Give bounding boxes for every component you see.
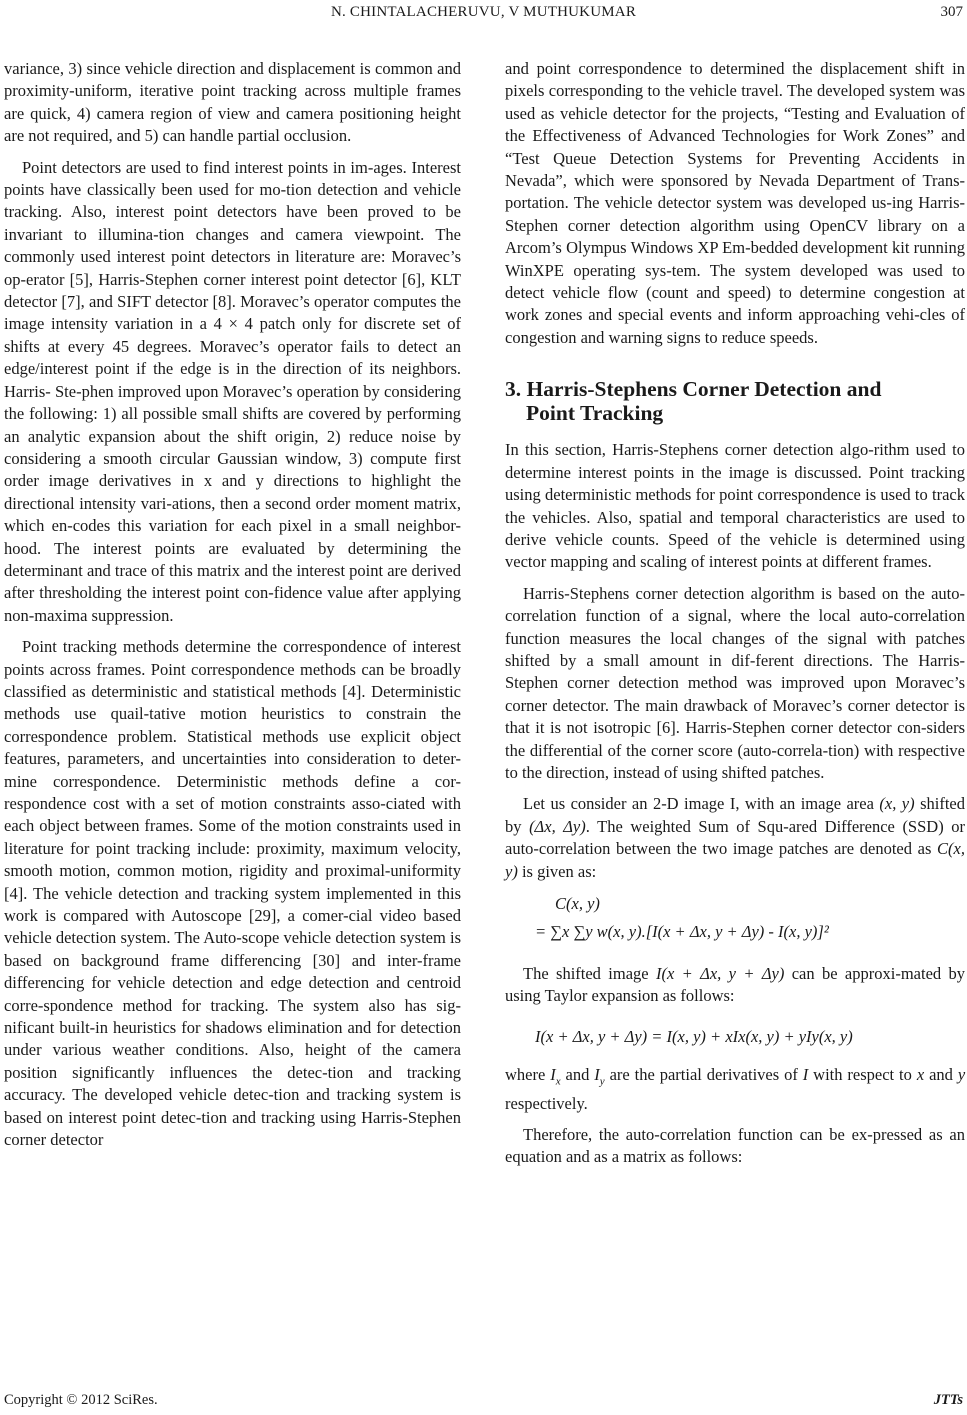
inline-math: I(x + Δx, y + Δy)	[655, 964, 785, 983]
paragraph: In this section, Harris-Stephens corner detection algo-rithm used to determine interest points in the image is discussed. Point tracking using deterministic methods for point correspondence is used to track the vehicles. Also, spatial and temporal characteristics are used to derive vehicle counts. Speed of the vehicle is determined using vector mapping and scaling of interest points at different frames.	[505, 440, 965, 572]
inline-math: (Δx, Δy)	[529, 816, 586, 836]
section-heading-line2: Point Tracking	[526, 401, 664, 426]
equation-taylor	[505, 1016, 965, 1056]
inline-math: C(x, y)	[505, 839, 965, 881]
inline-math: (x, y)	[879, 794, 915, 814]
journal-abbrev: JTTs	[933, 1392, 963, 1408]
paragraph: where $I_x$ and $I_y$ are the partial derivatives of I with respect to x and y respectively.	[505, 1064, 966, 1113]
equation-line: I(x + Δx, y + Δy) = I(x, y) + xIx(x, y) + yIy(x, y)	[535, 1026, 853, 1046]
page-footer	[0, 1392, 967, 1410]
paragraph: Point tracking methods determine the correspondence of interest points across frames. Point correspondence methods can be broadly classified as deterministic and statistical methods [4]. Deterministic methods use quail-tative motion heuristics to constrain the correspondence problem. Statistical methods use explicit object features, parameters, and uncertainties into consideration to deter-mine correspondence. Deterministic methods define a cor-respondence cost with a set of motion constraints asso-ciated with each object between frames. Some of the motion constraints used in literature for point tracking include: proximity, maximum velocity, smooth motion, common motion, rigidity and proximal-uniformity [4]. The vehicle detection and tracking system implemented in this work is compared with Autoscope [29], a comer-cial video based vehicle detection system. The Auto-scope vehicle detection system is based on background frame differencing [30] and inter-frame differencing for vehicle detection and edge detection and centroid corre-spondence method for tracking. The system also has sig-nificant built-in heuristics for shadows elimination and for detection under various weather conditions. Also, height of the camera position significantly influences the detec-tion and tracking accuracy. The developed vehicle detec-tion and tracking system is based on interest point detec-tion and tracking using Harris-Stephen corner detector	[4, 637, 461, 1150]
paragraph: Therefore, the auto-correlation function can be ex-pressed as an equation and as a matrix as follows:	[505, 1124, 965, 1167]
paragraph: and point correspondence to determined the displacement shift in pixels corresponding to the vehicle travel. The developed system was used as vehicle detector for the projects, “Testing and Evaluation of the Effectiveness of Advanced Technologies for Work Zones” and “Test Queue Detection Systems for Preventing Accidents in Nevada”, which were sponsored by Nevada Department of Trans-portation. The vehicle detector system was developed us-ing Harris-Stephen corner detection algorithm using OpenCV library on a Arcom’s Olympus Windows XP Em-bedded development kit running WinXPE operating sys-tem. The system developed was used to detect vehicle flow (count and speed) to determine congestion at work zones and special events and inform approaching vehi-cles of congestion and warning signs to reduce speeds.	[505, 59, 965, 347]
page-header	[0, 4, 967, 24]
section-heading	[505, 377, 965, 425]
paragraph: Point detectors are used to find interest points in im-ages. Interest points have classically been used for mo-tion detection and vehicle tracking. Also, interest point detectors have been proved to be invariant to illumina-tion changes and camera viewpoint. The commonly used interest point detectors in literature are: Moravec’s op-erator [5], Harris-Stephen corner interest point detector [6], KLT detector [7], and SIFT detector [8]. Moravec’s operator computes the image intensity variation in a 4 × 4 patch only for discrete set of shifts at every 45 degrees. Moravec’s operator fails to detect an edge/interest point if the edge is in the direction of its neighbors. Harris- Ste-phen improved upon Moravec’s operation by considering the following: 1) all possible small shifts are covered by performing an analytic expansion about the shift origin, 2) reduce noise by considering a smooth circular Gaussian window, 3) compute first order image derivatives in x and y directions to highlight the directional intensity vari-ations, then a second order moment matrix, which en-codes this variation for each pixel in a small neighbor-hood. The interest points are evaluated by determining the determinant and trace of this matrix and the interest point are derived after thresholding the interest point con-fidence value after applying non-maxima suppression.	[4, 157, 461, 625]
copyright-notice: Copyright © 2012 SciRes.	[4, 1392, 158, 1408]
equation-line: C(x, y)	[555, 894, 600, 913]
left-column	[4, 58, 461, 1152]
equation-ssd	[505, 893, 965, 955]
running-head: N. CHINTALACHERUVU, V MUTHUKUMAR	[330, 4, 637, 20]
section-heading-line1: 3. Harris-Stephens Corner Detection and	[505, 377, 882, 402]
equation-line: = ∑x ∑y w(x, y).[I(x + Δx, y + Δy) - I(x, y)]²	[535, 922, 829, 941]
paragraph: Harris-Stephens corner detection algorithm is based on the auto-correlation function of a signal, where the local auto-correlation function measures the local changes of the signal with patches shifted by a small amount in dif-ferent directions. The Harris-Stephen corner detection method was improved upon Moravec’s corner detector. The main drawback of Moravec’s corner detector is that it is not isotropic [6]. Harris-Stephen corner detector con-siders the differential of the corner score (auto-correla-tion) with respective to the direction, instead of using shifted patches.	[505, 583, 965, 782]
right-column	[505, 58, 965, 1169]
paragraph: variance, 3) since vehicle direction and displacement is common and proximity-uniform, iterative point tracking across multiple frames are quick, 4) camera region of view and camera positioning height are not required, and 5) can handle partial occlusion.	[4, 59, 461, 146]
paragraph: The shifted image I(x + Δx, y + Δy) can be approxi-mated by using Taylor expansion as follows:	[505, 964, 966, 1006]
paragraph: Let us consider an 2-D image I, with an image area (x, y) shifted by (Δx, Δy). The weighted Sum of Squ-ared Difference (SSD) or auto-correlation between the two image patches are denoted as C(x, y) is given as:	[505, 794, 966, 881]
page-number: 307	[940, 4, 963, 20]
